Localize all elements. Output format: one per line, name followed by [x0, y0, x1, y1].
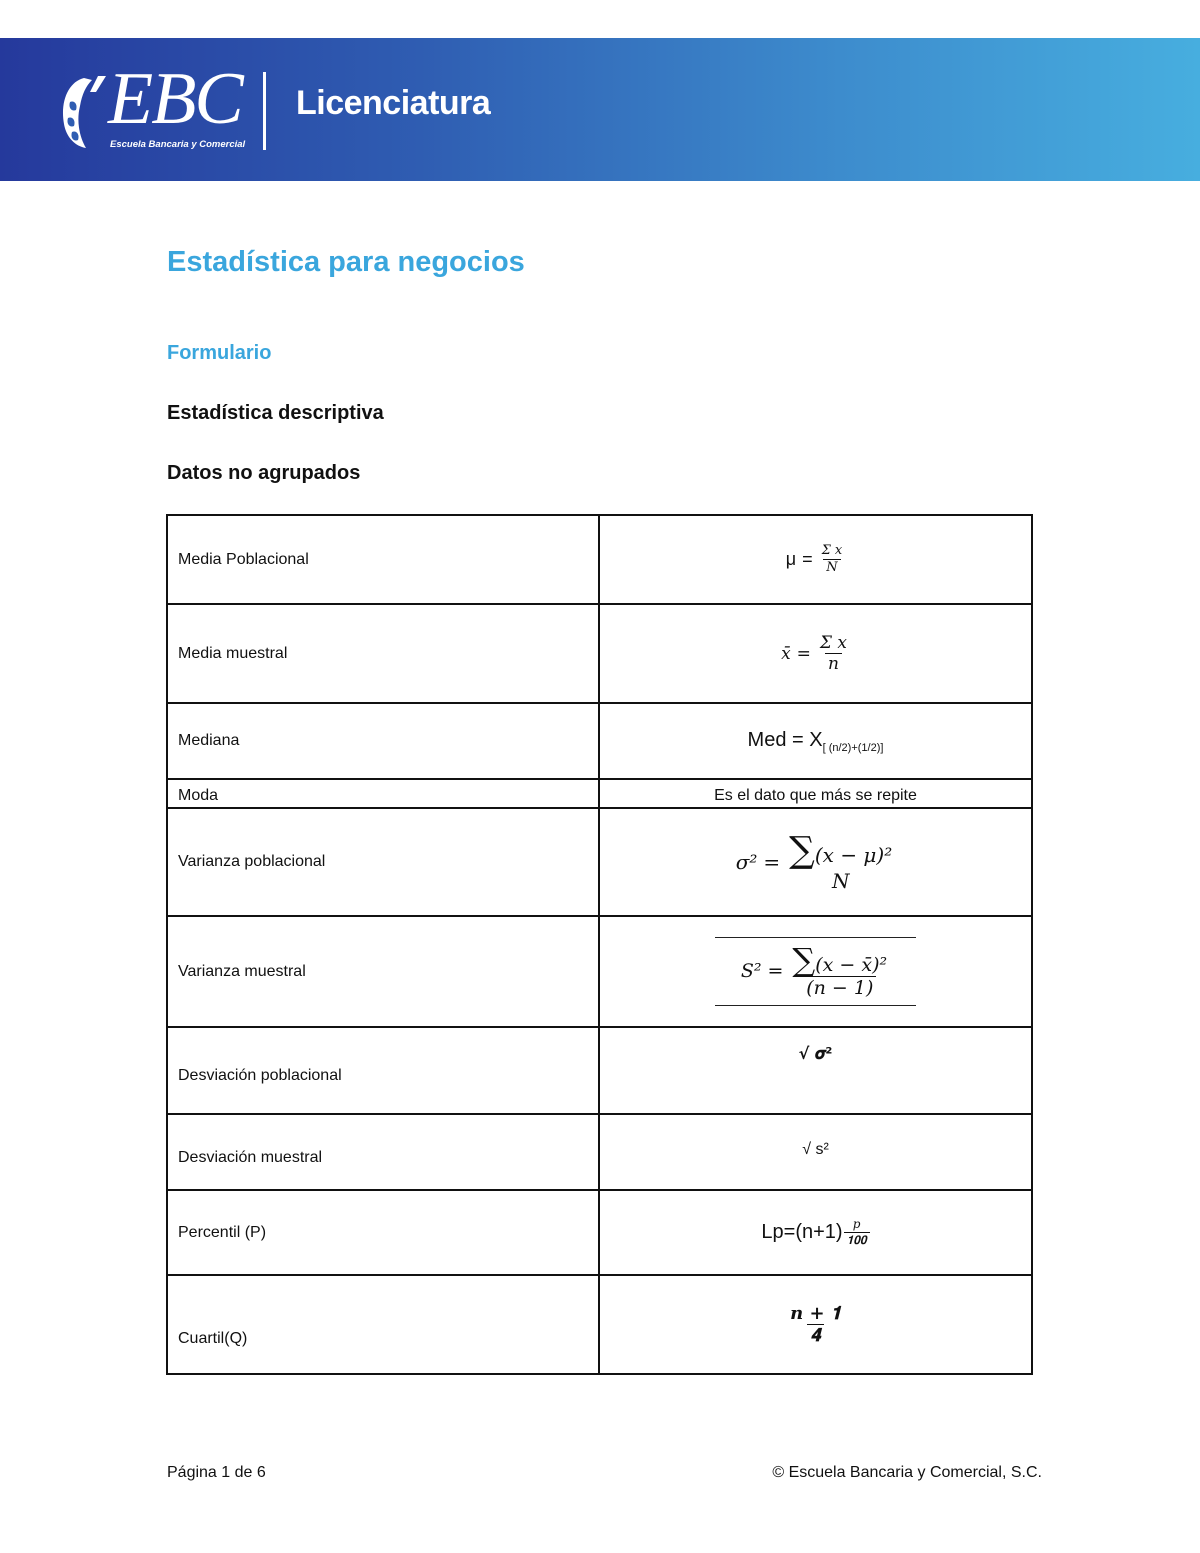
row-label: Mediana: [167, 703, 599, 779]
logo-subtitle: Escuela Bancaria y Comercial: [110, 139, 246, 150]
formula-varianza-poblacional: σ² = ∑(x − μ)² N: [599, 808, 1032, 916]
table-row: [167, 1027, 1032, 1114]
copyright: © Escuela Bancaria y Comercial, S.C.: [772, 1464, 1042, 1481]
program-title: Licenciatura: [296, 84, 491, 122]
row-label: Desviación poblacional: [167, 1027, 599, 1114]
table-row: [167, 916, 1032, 1027]
logo-text: EBC: [108, 58, 242, 140]
row-label: Varianza poblacional: [167, 808, 599, 916]
subsubsection-heading: Datos no agrupados: [167, 462, 361, 484]
row-label: Moda: [167, 779, 599, 808]
formula-moda: Es el dato que más se repite: [599, 779, 1032, 808]
ebc-emblem-icon: [56, 72, 112, 152]
formula-table: [166, 514, 1033, 1375]
row-label: Media muestral: [167, 604, 599, 703]
subsection-heading: Estadística descriptiva: [167, 402, 384, 424]
table-row: [167, 703, 1032, 779]
table-row: [167, 1114, 1032, 1190]
formula-media-poblacional: μ = $\frac{\text{Σ 𝑥}}{\text{𝑁}}$: [599, 515, 1032, 604]
page-number: Página 1 de 6: [167, 1464, 266, 1481]
table-row: [167, 808, 1032, 916]
page-title: Estadística para negocios: [167, 246, 525, 278]
row-label: Percentil (P): [167, 1190, 599, 1275]
table-row: [167, 1190, 1032, 1275]
row-label: Varianza muestral: [167, 916, 599, 1027]
formula-mediana: Med = $X_{[ (n/2)+(1/2)]}$: [599, 703, 1032, 779]
formula-desviacion-muestral: √ s²: [599, 1114, 1032, 1190]
row-label: Desviación muestral: [167, 1114, 599, 1190]
table-row: [167, 604, 1032, 703]
logo-divider: [263, 72, 266, 150]
table-row: [167, 515, 1032, 604]
row-label: Media Poblacional: [167, 515, 599, 604]
formula-percentil: Lp=(n+1) $\frac{\text{𝑝}}{𝟏𝟎𝟎}$: [599, 1190, 1032, 1275]
row-label: Cuartil(Q): [167, 1275, 599, 1374]
section-heading: Formulario: [167, 342, 272, 364]
table-row: [167, 779, 1032, 808]
formula-cuartil: $\frac{\text{𝒏 + 𝟏}}{𝟒}$: [599, 1275, 1032, 1374]
formula-media-muestral: x̄ = $\frac{\text{Σ 𝑥}}{\text{𝑛}}$: [599, 604, 1032, 703]
formula-varianza-muestral: S² = $\frac{\text{∑(x − x̄)²}}{(n - 1)}$: [599, 916, 1032, 1027]
formula-desviacion-poblacional: √ 𝝈²: [599, 1027, 1032, 1114]
table-row: [167, 1275, 1032, 1374]
header-banner: [0, 38, 1200, 181]
